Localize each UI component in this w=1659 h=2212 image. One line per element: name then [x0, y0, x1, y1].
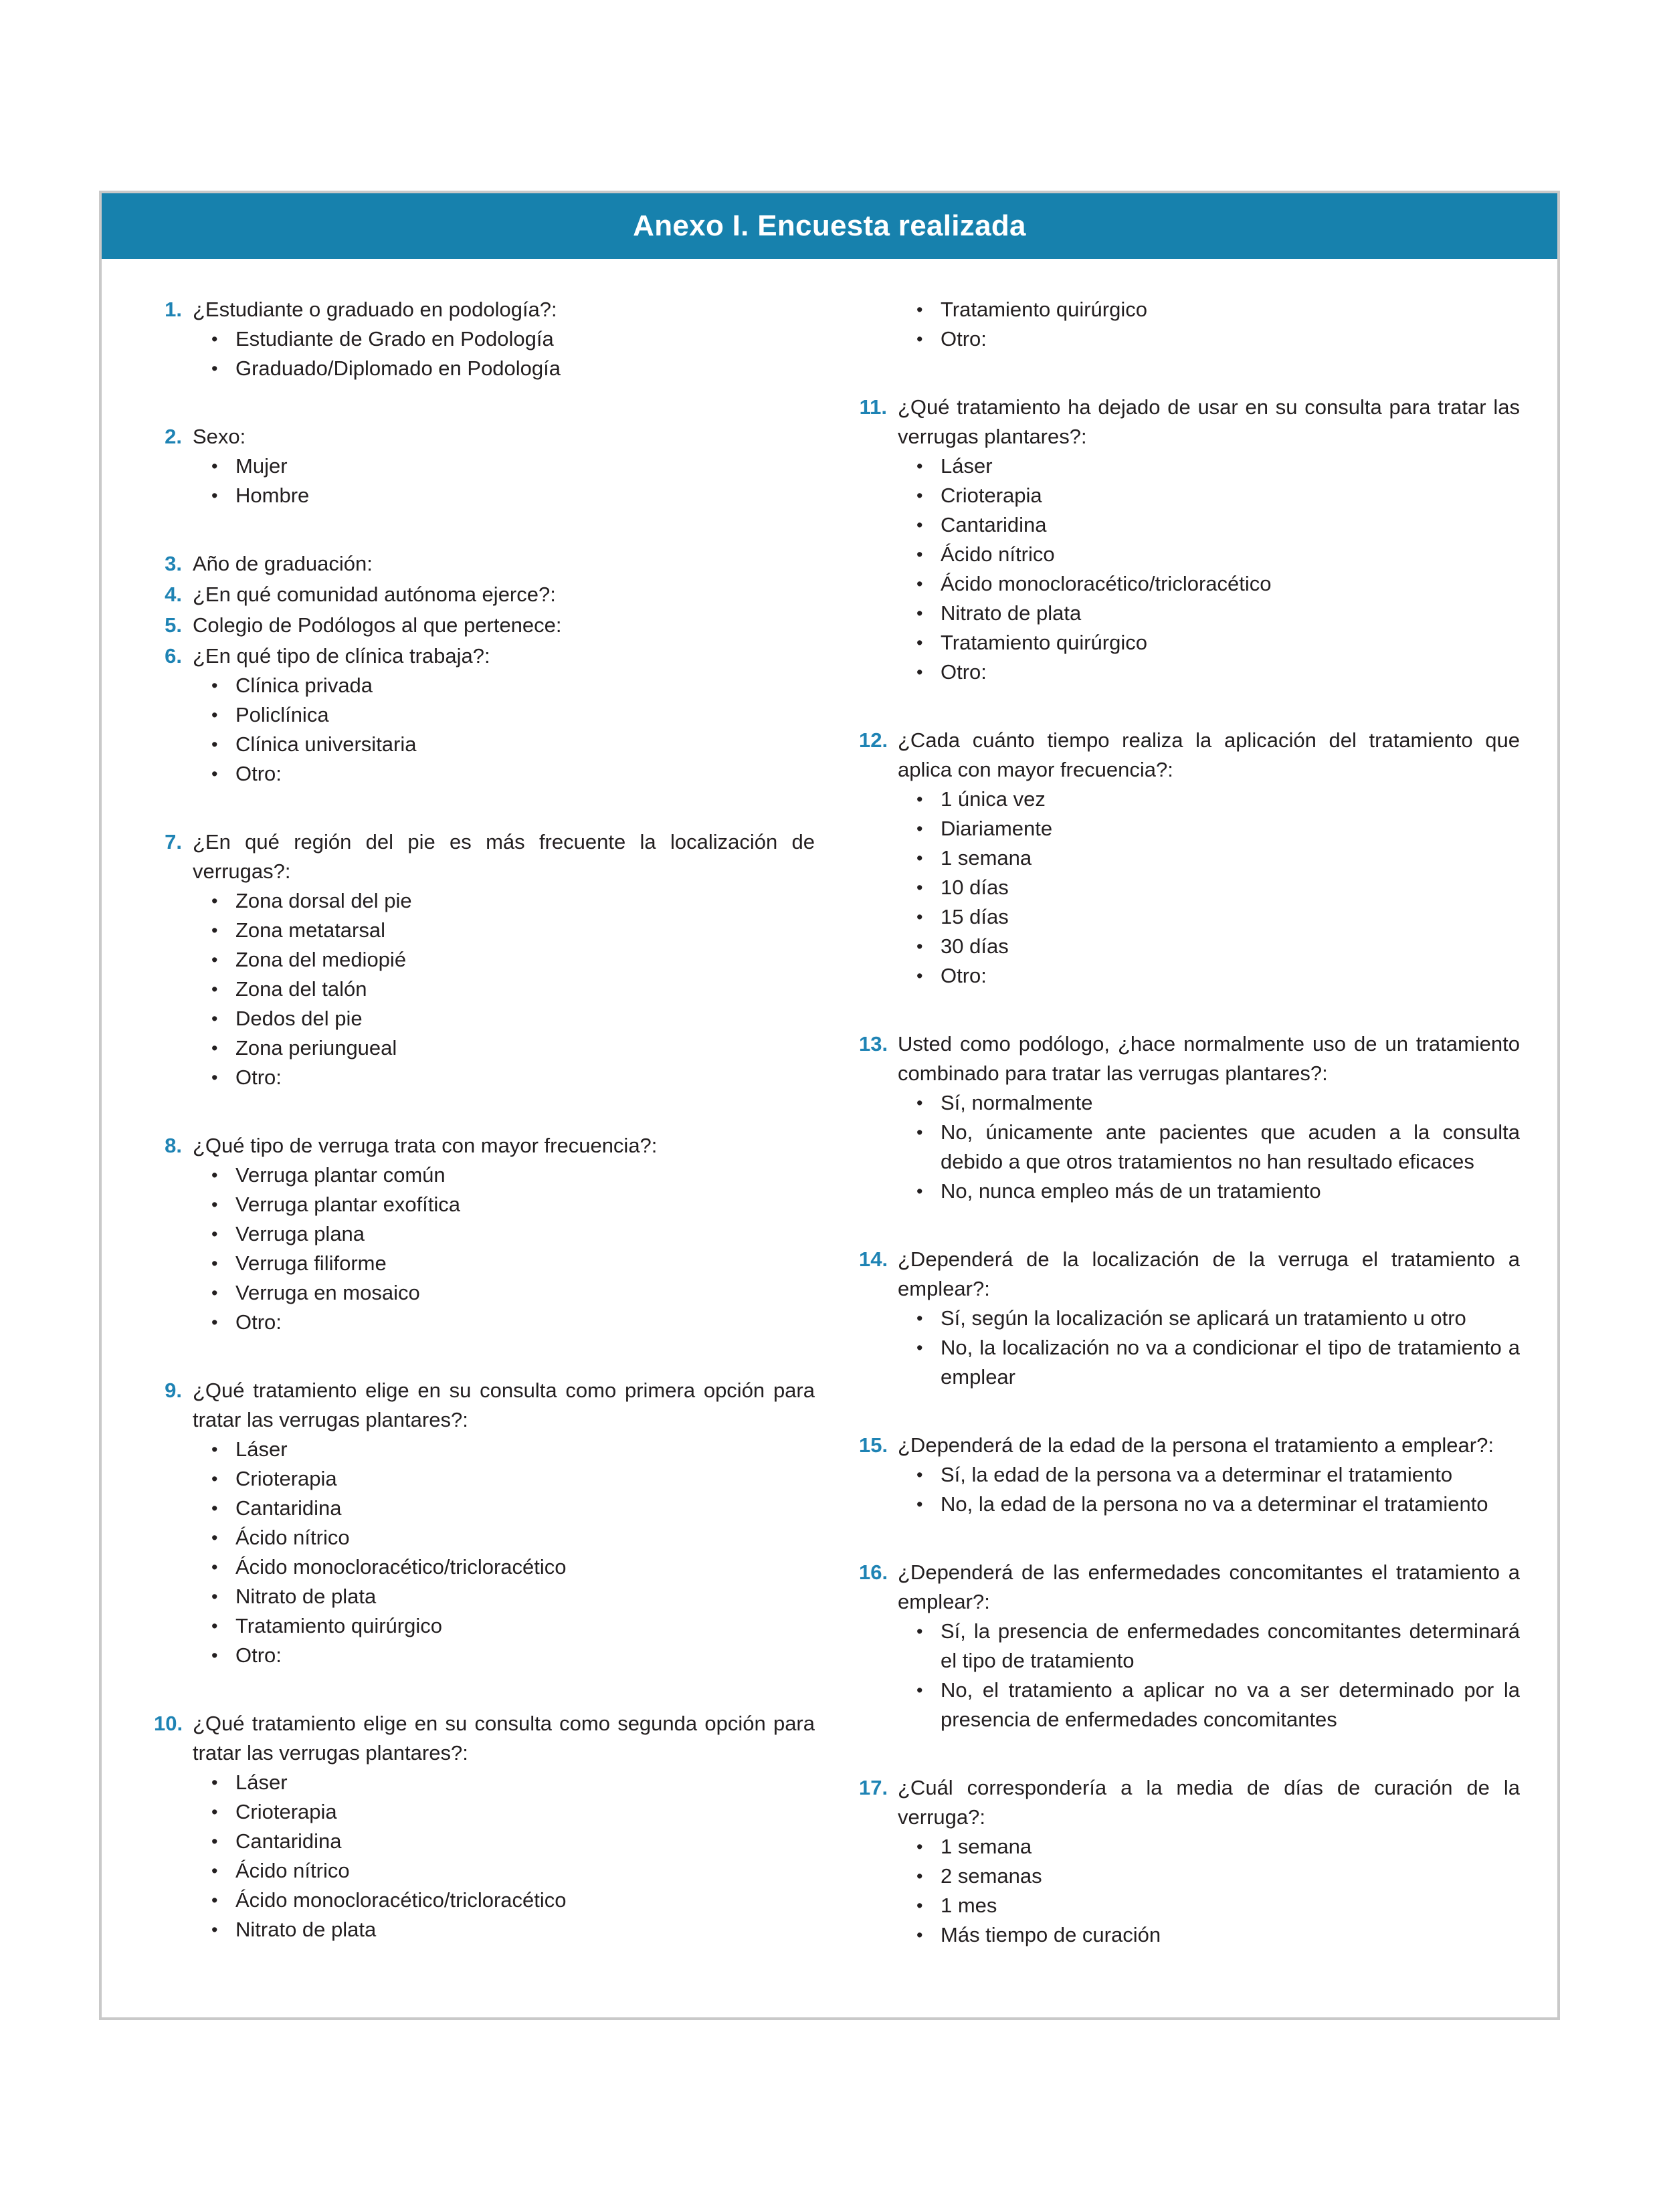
question-text: ¿Dependerá de las enfermedades concomitantes el tratamiento a emplear?:: [898, 1561, 1520, 1613]
option-item: [916, 1177, 1520, 1206]
option-item: [211, 1435, 815, 1464]
option-item: [211, 1856, 815, 1886]
bullet-icon: •: [916, 1093, 923, 1113]
bullet-icon: •: [916, 1181, 923, 1201]
option-item: [916, 785, 1520, 814]
bullet-icon: •: [211, 1831, 218, 1851]
option-item: [211, 481, 815, 510]
option-text: Láser: [941, 454, 993, 478]
bullet-icon: •: [211, 764, 218, 784]
option-item: [211, 354, 815, 383]
bullet-icon: •: [916, 1122, 923, 1142]
option-item: [916, 1460, 1520, 1490]
question-number: 1.: [165, 298, 182, 321]
option-text: Otro:: [941, 660, 987, 684]
question-options: [898, 295, 1520, 354]
option-item: [916, 1304, 1520, 1333]
option-item: [211, 1582, 815, 1611]
question-number: 9.: [165, 1379, 182, 1402]
option-text: Sí, la edad de la persona va a determinar el tratamiento: [941, 1463, 1453, 1486]
bullet-icon: •: [211, 1165, 218, 1185]
option-text: 15 días: [941, 905, 1009, 928]
bullet-icon: •: [916, 1896, 923, 1916]
option-text: Sí, normalmente: [941, 1091, 1093, 1114]
survey-question: [154, 1376, 815, 1670]
bullet-icon: •: [211, 1469, 218, 1489]
question-body: [193, 549, 815, 579]
question-body: [898, 1431, 1520, 1519]
survey-question: [859, 1245, 1520, 1392]
page-title: Anexo I. Encuesta realizada: [633, 209, 1026, 242]
option-item: [211, 324, 815, 354]
survey-question: [154, 1131, 815, 1337]
question-body: [193, 580, 815, 609]
bullet-icon: •: [211, 1616, 218, 1636]
question-options: [193, 1768, 815, 1944]
question-number: 4.: [165, 583, 182, 606]
option-text: Otro:: [235, 1643, 282, 1667]
option-text: No, el tratamiento a aplicar no va a ser determinado por la presencia de enfermedades concomitantes: [941, 1678, 1520, 1731]
option-text: Cantaridina: [941, 513, 1047, 536]
bullet-icon: •: [211, 1773, 218, 1793]
bullet-icon: •: [916, 1866, 923, 1886]
question-options: [898, 1088, 1520, 1206]
option-item: [211, 916, 815, 945]
survey-question: [154, 549, 815, 579]
bullet-icon: •: [211, 705, 218, 725]
question-options: [193, 1161, 815, 1337]
option-item: [916, 628, 1520, 658]
question-text: ¿Qué tratamiento elige en su consulta como primera opción para tratar las verrugas plantares?:: [193, 1379, 815, 1431]
bullet-icon: •: [211, 1861, 218, 1881]
question-number: 11.: [859, 395, 887, 419]
option-text: Crioterapia: [941, 484, 1042, 507]
option-text: Verruga en mosaico: [235, 1281, 420, 1304]
bullet-icon: •: [916, 907, 923, 927]
option-text: Dedos del pie: [235, 1007, 363, 1030]
option-text: Tratamiento quirúrgico: [235, 1614, 442, 1637]
survey-question: [859, 726, 1520, 991]
option-item: [211, 1523, 815, 1552]
option-text: Verruga filiforme: [235, 1251, 387, 1275]
option-item: [211, 1278, 815, 1308]
option-text: 10 días: [941, 876, 1009, 899]
survey-question: [859, 1558, 1520, 1734]
option-item: [211, 1886, 815, 1915]
question-body: [898, 726, 1520, 991]
bullet-icon: •: [916, 603, 923, 623]
bullet-icon: •: [211, 329, 218, 349]
bullet-icon: •: [211, 891, 218, 911]
survey-question: [859, 1773, 1520, 1950]
option-item: [211, 1161, 815, 1190]
bullet-icon: •: [916, 1925, 923, 1945]
bullet-icon: •: [916, 936, 923, 957]
question-options: [898, 785, 1520, 991]
option-text: 1 mes: [941, 1894, 997, 1917]
bullet-icon: •: [916, 1837, 923, 1857]
bullet-icon: •: [916, 633, 923, 653]
bullet-icon: •: [211, 1038, 218, 1058]
bullet-icon: •: [916, 1308, 923, 1328]
bullet-icon: •: [916, 662, 923, 682]
option-text: Otro:: [235, 1310, 282, 1334]
option-text: Hombre: [235, 484, 310, 507]
bullet-icon: •: [916, 515, 923, 535]
question-body: [898, 1558, 1520, 1734]
question-number: 17.: [859, 1776, 888, 1799]
survey-question: [154, 611, 815, 640]
survey-question: [154, 580, 815, 609]
question-text: ¿Dependerá de la localización de la verruga el tratamiento a emplear?:: [898, 1247, 1520, 1300]
option-item: [211, 886, 815, 916]
option-text: Verruga plana: [235, 1222, 365, 1245]
question-text: Usted como podólogo, ¿hace normalmente uso de un tratamiento combinado para tratar las verrugas plantares?:: [898, 1032, 1520, 1085]
bullet-icon: •: [916, 1465, 923, 1485]
bullet-icon: •: [211, 1253, 218, 1274]
survey-question: [154, 641, 815, 789]
question-number: 3.: [165, 552, 182, 575]
option-item: [916, 324, 1520, 354]
survey-question: [154, 295, 815, 383]
option-text: Ácido monocloracético/tricloracético: [235, 1555, 567, 1579]
option-text: Ácido monocloracético/tricloracético: [235, 1888, 567, 1912]
bullet-icon: •: [211, 734, 218, 755]
survey-question: [859, 1029, 1520, 1206]
question-number: 5.: [165, 613, 182, 637]
bullet-icon: •: [211, 1224, 218, 1244]
option-item: [916, 1920, 1520, 1950]
option-item: [916, 1490, 1520, 1519]
bullet-icon: •: [916, 329, 923, 349]
question-options: [193, 671, 815, 789]
question-text: ¿Qué tipo de verruga trata con mayor frecuencia?:: [193, 1134, 658, 1157]
option-text: 1 semana: [941, 1835, 1032, 1858]
bullet-icon: •: [211, 486, 218, 506]
question-text: ¿Estudiante o graduado en podología?:: [193, 298, 557, 321]
question-body: [193, 641, 815, 789]
option-text: Cantaridina: [235, 1496, 342, 1520]
bullet-icon: •: [916, 544, 923, 565]
option-item: [211, 1308, 815, 1337]
bullet-icon: •: [211, 359, 218, 379]
option-text: 1 semana: [941, 846, 1032, 870]
question-text: ¿Dependerá de la edad de la persona el tratamiento a emplear?:: [898, 1433, 1494, 1457]
option-text: Nitrato de plata: [941, 601, 1082, 625]
option-item: [211, 1063, 815, 1092]
bullet-icon: •: [211, 1645, 218, 1666]
question-body: [898, 295, 1520, 354]
option-item: [211, 1797, 815, 1827]
bullet-icon: •: [211, 1439, 218, 1460]
bullet-icon: •: [916, 848, 923, 868]
option-item: [916, 1676, 1520, 1734]
option-item: [916, 481, 1520, 510]
survey-question: [859, 295, 1520, 354]
option-item: [916, 1617, 1520, 1676]
survey-question: [154, 1709, 815, 1944]
header-bar: [102, 193, 1557, 259]
option-item: [211, 1641, 815, 1670]
bullet-icon: •: [211, 676, 218, 696]
option-item: [211, 1219, 815, 1249]
option-item: [916, 540, 1520, 569]
bullet-icon: •: [211, 1283, 218, 1303]
question-body: [193, 1709, 815, 1944]
option-text: Nitrato de plata: [235, 1918, 377, 1941]
option-item: [211, 1827, 815, 1856]
question-text: ¿Qué tratamiento elige en su consulta como segunda opción para tratar las verrugas plantares?:: [193, 1712, 815, 1765]
option-item: [916, 961, 1520, 991]
bullet-icon: •: [211, 1920, 218, 1940]
option-text: 1 única vez: [941, 787, 1046, 811]
option-text: Zona periungueal: [235, 1036, 397, 1060]
option-item: [916, 1862, 1520, 1891]
question-options: [193, 1435, 815, 1670]
question-body: [193, 422, 815, 510]
option-text: Cantaridina: [235, 1829, 342, 1853]
option-text: Otro:: [941, 327, 987, 350]
option-item: [211, 1915, 815, 1944]
option-text: No, la edad de la persona no va a determinar el tratamiento: [941, 1492, 1488, 1516]
option-text: Ácido nítrico: [235, 1526, 350, 1549]
option-text: Tratamiento quirúrgico: [941, 298, 1147, 321]
question-text: Colegio de Podólogos al que pertenece:: [193, 613, 562, 637]
bullet-icon: •: [916, 300, 923, 320]
option-item: [211, 1004, 815, 1033]
bullet-icon: •: [916, 486, 923, 506]
bullet-icon: •: [916, 1338, 923, 1358]
option-item: [211, 1033, 815, 1063]
question-options: [193, 886, 815, 1092]
bullet-icon: •: [211, 1068, 218, 1088]
bullet-icon: •: [211, 1195, 218, 1215]
option-text: Diariamente: [941, 817, 1053, 840]
option-item: [916, 1891, 1520, 1920]
option-item: [916, 569, 1520, 599]
question-text: Año de graduación:: [193, 552, 373, 575]
column-left: [154, 295, 815, 1950]
option-text: Clínica universitaria: [235, 732, 417, 756]
option-item: [211, 759, 815, 789]
option-item: [211, 945, 815, 975]
bullet-icon: •: [211, 979, 218, 999]
bullet-icon: •: [916, 456, 923, 476]
bullet-icon: •: [211, 1312, 218, 1332]
bullet-icon: •: [916, 574, 923, 594]
option-text: No, únicamente ante pacientes que acuden a la consulta debido a que otros tratamientos no han resultado eficaces: [941, 1120, 1520, 1173]
option-text: Más tiempo de curación: [941, 1923, 1161, 1946]
question-body: [193, 827, 815, 1092]
option-text: Otro:: [235, 762, 282, 785]
survey-question: [154, 422, 815, 510]
option-text: No, la localización no va a condicionar el tipo de tratamiento a emplear: [941, 1336, 1520, 1389]
bullet-icon: •: [916, 878, 923, 898]
bullet-icon: •: [211, 1587, 218, 1607]
option-text: Graduado/Diplomado en Podología: [235, 357, 561, 380]
question-body: [193, 295, 815, 383]
column-right: [859, 295, 1520, 1950]
bullet-icon: •: [916, 1621, 923, 1641]
option-item: [211, 1249, 815, 1278]
bullet-icon: •: [916, 789, 923, 809]
option-item: [211, 1190, 815, 1219]
bullet-icon: •: [211, 1557, 218, 1577]
question-options: [898, 451, 1520, 687]
bullet-icon: •: [916, 819, 923, 839]
option-text: Ácido nítrico: [235, 1859, 350, 1882]
question-number: 15.: [859, 1433, 888, 1457]
question-body: [898, 1029, 1520, 1206]
question-options: [898, 1832, 1520, 1950]
option-item: [916, 1088, 1520, 1118]
question-body: [898, 1245, 1520, 1392]
question-options: [193, 451, 815, 510]
option-text: Verruga plantar común: [235, 1163, 446, 1187]
question-number: 2.: [165, 425, 182, 448]
question-number: 14.: [859, 1247, 888, 1271]
bullet-icon: •: [211, 1498, 218, 1518]
question-body: [193, 1131, 815, 1337]
columns-container: [102, 259, 1557, 1950]
option-item: [916, 873, 1520, 902]
bullet-icon: •: [211, 456, 218, 476]
option-item: [211, 730, 815, 759]
question-options: [193, 324, 815, 383]
question-options: [898, 1460, 1520, 1519]
bullet-icon: •: [211, 950, 218, 970]
option-text: Ácido nítrico: [941, 542, 1055, 566]
option-text: Zona del mediopié: [235, 948, 407, 971]
question-number: 6.: [165, 644, 182, 668]
option-item: [211, 1768, 815, 1797]
option-text: Zona dorsal del pie: [235, 889, 412, 912]
bullet-icon: •: [211, 1802, 218, 1822]
question-number: 8.: [165, 1134, 182, 1157]
question-number: 7.: [165, 830, 182, 853]
survey-question: [859, 1431, 1520, 1519]
option-text: Sí, la presencia de enfermedades concomitantes determinará el tipo de tratamiento: [941, 1619, 1520, 1672]
bullet-icon: •: [211, 1890, 218, 1910]
option-text: Otro:: [941, 964, 987, 987]
option-text: Nitrato de plata: [235, 1585, 377, 1608]
question-body: [193, 611, 815, 640]
option-text: Verruga plantar exofítica: [235, 1193, 461, 1216]
option-text: 2 semanas: [941, 1864, 1042, 1888]
question-text: ¿Cuál correspondería a la media de días de curación de la verruga?:: [898, 1776, 1520, 1829]
question-body: [193, 1376, 815, 1670]
survey-question: [154, 827, 815, 1092]
question-number: 12.: [859, 728, 888, 752]
option-text: Zona metatarsal: [235, 918, 385, 942]
option-text: Mujer: [235, 454, 288, 478]
question-body: [898, 393, 1520, 687]
option-item: [211, 451, 815, 481]
question-text: ¿En qué tipo de clínica trabaja?:: [193, 644, 490, 668]
question-text: Sexo:: [193, 425, 246, 448]
option-text: Clínica privada: [235, 674, 373, 697]
option-item: [916, 510, 1520, 540]
option-text: Policlínica: [235, 703, 329, 726]
option-item: [211, 671, 815, 700]
option-text: Zona del talón: [235, 977, 367, 1001]
option-text: Láser: [235, 1437, 288, 1461]
option-text: Láser: [235, 1771, 288, 1794]
question-text: ¿Cada cuánto tiempo realiza la aplicación del tratamiento que aplica con mayor frecuencia?:: [898, 728, 1520, 781]
option-text: Tratamiento quirúrgico: [941, 631, 1147, 654]
option-item: [916, 1832, 1520, 1862]
option-text: No, nunca empleo más de un tratamiento: [941, 1179, 1321, 1203]
question-number: 16.: [859, 1561, 888, 1584]
option-item: [211, 1611, 815, 1641]
survey-question: [859, 393, 1520, 687]
bullet-icon: •: [916, 1680, 923, 1700]
option-text: Crioterapia: [235, 1800, 337, 1823]
question-text: ¿En qué región del pie es más frecuente la localización de verrugas?:: [193, 830, 815, 883]
bullet-icon: •: [916, 1494, 923, 1514]
option-item: [916, 1333, 1520, 1392]
question-options: [898, 1304, 1520, 1392]
option-text: Otro:: [235, 1066, 282, 1089]
option-item: [211, 1464, 815, 1494]
bullet-icon: •: [211, 920, 218, 940]
question-text: ¿En qué comunidad autónoma ejerce?:: [193, 583, 556, 606]
option-item: [211, 700, 815, 730]
option-text: Crioterapia: [235, 1467, 337, 1490]
option-item: [211, 1494, 815, 1523]
option-item: [916, 843, 1520, 873]
option-text: Ácido monocloracético/tricloracético: [941, 572, 1272, 595]
option-item: [211, 1552, 815, 1582]
option-item: [916, 902, 1520, 932]
option-text: 30 días: [941, 934, 1009, 958]
question-body: [898, 1773, 1520, 1950]
option-item: [916, 814, 1520, 843]
option-text: Estudiante de Grado en Podología: [235, 327, 554, 350]
survey-panel: [99, 191, 1560, 2020]
question-options: [898, 1617, 1520, 1734]
option-item: [916, 1118, 1520, 1177]
option-item: [211, 975, 815, 1004]
option-item: [916, 451, 1520, 481]
bullet-icon: •: [211, 1528, 218, 1548]
option-text: Sí, según la localización se aplicará un tratamiento u otro: [941, 1306, 1466, 1330]
question-text: ¿Qué tratamiento ha dejado de usar en su consulta para tratar las verrugas plantares?:: [898, 395, 1520, 448]
bullet-icon: •: [916, 966, 923, 986]
question-number: 10.: [154, 1712, 183, 1735]
option-item: [916, 295, 1520, 324]
question-number: 13.: [859, 1032, 888, 1055]
option-item: [916, 599, 1520, 628]
bullet-icon: •: [211, 1009, 218, 1029]
option-item: [916, 658, 1520, 687]
option-item: [916, 932, 1520, 961]
question-number: [859, 295, 898, 354]
